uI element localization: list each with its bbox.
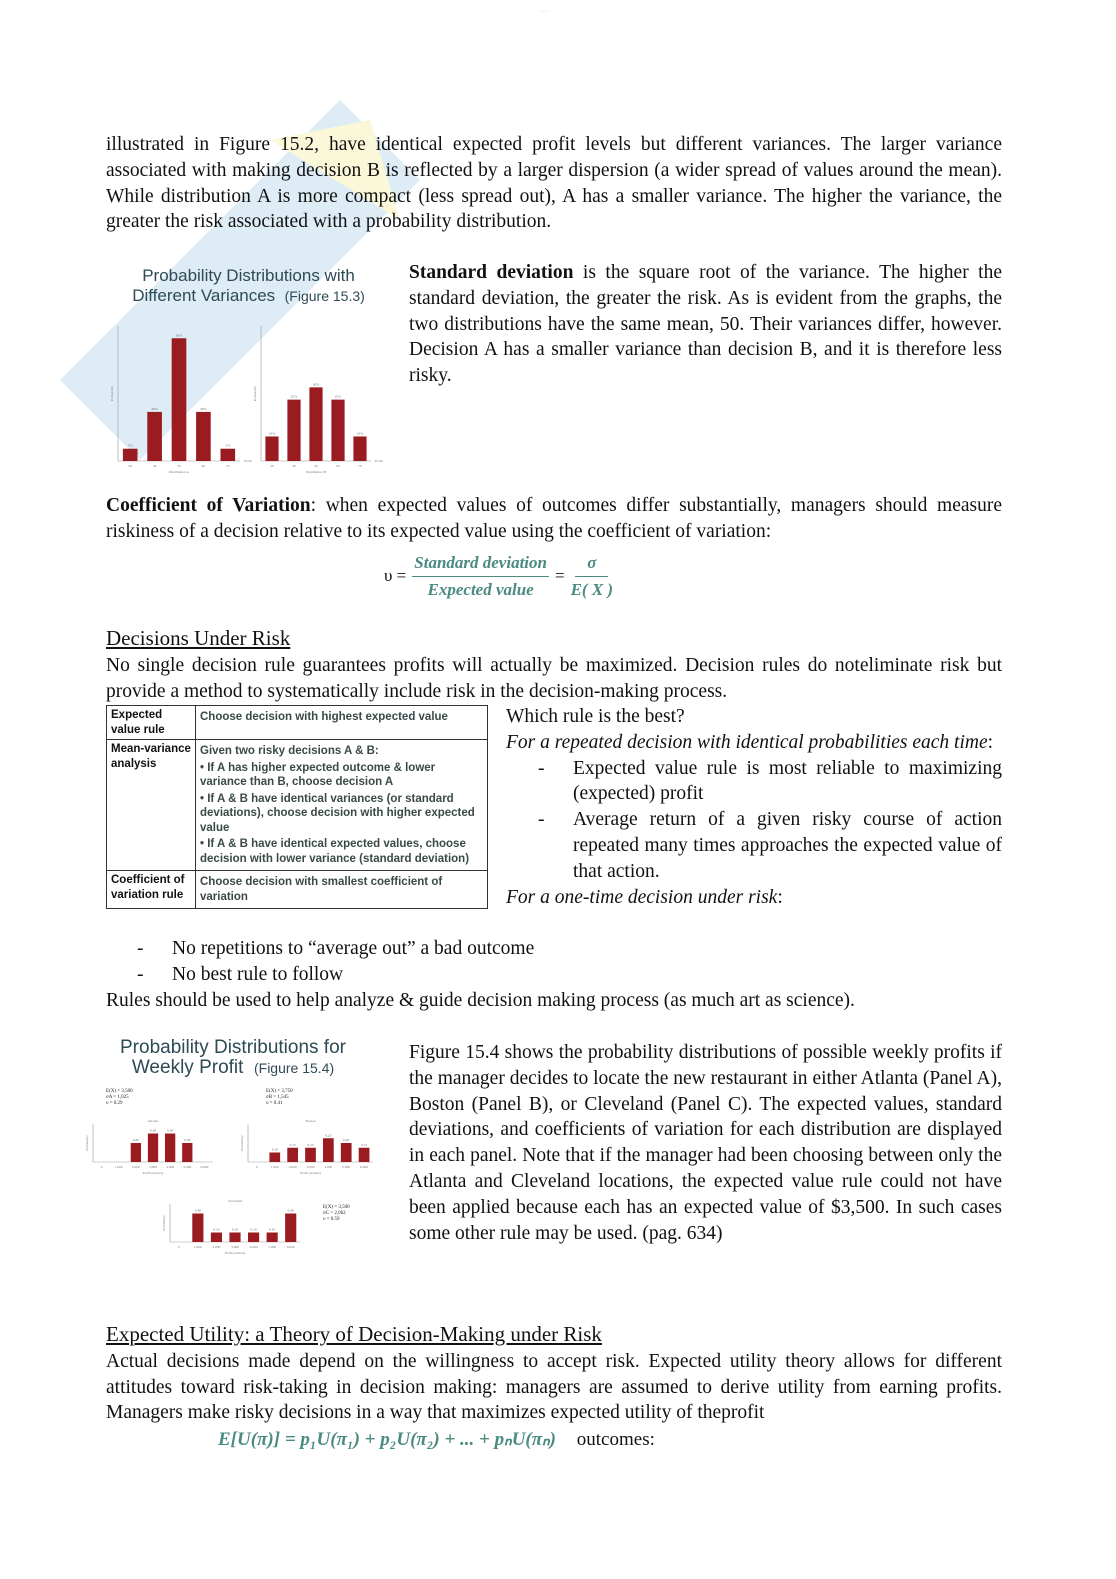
panel-stat: σA = 1,025 bbox=[106, 1095, 129, 1100]
paragraph-fig154: Figure 15.4 shows the probability distributions of possible weekly profits if the manager decides to locate the new restaurant in either Atlanta (Panel A), Boston (Panel B), or Cleveland (Panel C). The expected values, standard deviations, and coefficients of variation for each distribution are displayed in each panel. Note that if the manager had been choosing between only the Atlanta and Cleveland locations, the expected value rule could not have been applied because each has an expected value of $3,500. In such cases some other rule may be used. (pag. 634) bbox=[409, 1042, 1002, 1244]
rule-name: Expected value rule bbox=[107, 706, 196, 740]
bar bbox=[359, 1148, 370, 1162]
tick-label: 1,000 bbox=[193, 1245, 202, 1249]
tick-label: 60 bbox=[336, 464, 340, 468]
bar bbox=[148, 1134, 158, 1163]
tick-label: 3,000 bbox=[306, 1165, 315, 1169]
table-row bbox=[107, 740, 488, 871]
data-label: 5% bbox=[225, 443, 231, 448]
tick-label: 5,000 bbox=[268, 1245, 277, 1249]
formula-den: Expected value bbox=[427, 579, 534, 599]
panel-stat: E(X) = 3,500 bbox=[106, 1089, 133, 1094]
bar bbox=[131, 1143, 141, 1162]
heading-expected-utility: Expected Utility: a Theory of Decision-Making under Risk bbox=[106, 1322, 602, 1346]
tick-label: 0 bbox=[256, 1165, 258, 1169]
list-item-text: - Average return of a given risky course of action repeated many times approaches the expected value of that action. bbox=[573, 809, 1002, 882]
colon: : bbox=[987, 731, 994, 753]
tick-label: 70 bbox=[226, 464, 230, 468]
data-label: 10% bbox=[268, 431, 276, 436]
y-axis-label: Probability bbox=[110, 385, 114, 402]
heading-decisions-under-risk: Decisions Under Risk bbox=[106, 626, 291, 650]
bar bbox=[220, 449, 235, 461]
data-label: 0.20 bbox=[343, 1138, 350, 1142]
paragraph-std-dev bbox=[409, 260, 1002, 389]
bar bbox=[147, 412, 162, 461]
bar bbox=[248, 1233, 259, 1243]
tick-label: 1,000 bbox=[114, 1165, 123, 1169]
tick-label: 20 bbox=[128, 464, 132, 468]
data-label: 0.30 bbox=[287, 1208, 294, 1213]
rule-line: Choose decision with highest expected value bbox=[200, 711, 448, 723]
data-label: 0.25 bbox=[325, 1133, 332, 1138]
bar bbox=[323, 1138, 334, 1162]
bar bbox=[341, 1143, 352, 1162]
expected-utility-formula bbox=[218, 1427, 655, 1453]
bar bbox=[305, 1148, 316, 1162]
rules-sentence: Rules should be used to help analyze & guide decision making process (as much art as science). bbox=[106, 989, 855, 1011]
bar bbox=[182, 1143, 192, 1162]
figure-number: (Figure 15.4) bbox=[253, 1060, 335, 1076]
data-label: 20% bbox=[200, 406, 207, 411]
rule-name: Coefficient of variation rule bbox=[107, 871, 196, 909]
figure-title-2: Weekly Profit bbox=[131, 1057, 244, 1078]
data-label: 0.30 bbox=[149, 1128, 157, 1133]
eu-formula-tail: outcomes: bbox=[576, 1429, 655, 1450]
data-label: 0.10 bbox=[231, 1227, 239, 1232]
bar bbox=[229, 1233, 240, 1243]
bar bbox=[196, 412, 211, 461]
list-item bbox=[105, 936, 1002, 962]
one-time-decision bbox=[506, 885, 1002, 911]
data-label: 0.20 bbox=[184, 1138, 191, 1142]
paragraph-eu: Actual decisions made depend on the willingness to accept risk. Expected utility theory allows for different attitudes toward risk-taking in decision making: managers are assumed to derive utility from earning profits. Managers make risky decisions in a way that maximizes expected utility of theprofit bbox=[106, 1350, 1002, 1424]
paragraph-cv bbox=[106, 493, 1002, 545]
repeated-decision bbox=[506, 730, 1002, 756]
x-axis-label: Distribution B bbox=[305, 470, 327, 474]
x-axis-label: Profit (dollars) bbox=[300, 1171, 321, 1175]
tick-label: 6,000 bbox=[286, 1245, 295, 1249]
rule-description bbox=[196, 706, 488, 740]
data-label: 0.10 bbox=[213, 1227, 220, 1232]
panel-stat: E(X) = 3,750 bbox=[266, 1089, 293, 1094]
bar bbox=[353, 436, 366, 461]
list-item bbox=[105, 962, 1002, 988]
tick-label: 1,000 bbox=[270, 1165, 279, 1169]
data-label: 5% bbox=[127, 443, 133, 448]
tick-label: 0 bbox=[178, 1245, 181, 1249]
eu-formula: E[U(π)] = p₁U(π₁) + p₂U(π₂) + ... + pₙU(πₙ) bbox=[218, 1429, 557, 1450]
data-label: 25% bbox=[334, 394, 342, 399]
tick-label: 2,000 bbox=[212, 1245, 221, 1249]
x-axis-label: Profit (dollars) bbox=[224, 1251, 246, 1255]
one-time-label: For a one-time decision under risk bbox=[506, 886, 778, 908]
bar bbox=[287, 400, 300, 461]
formula-lhs: υ = bbox=[384, 566, 407, 586]
data-label: 0.30 bbox=[194, 1208, 201, 1213]
panel-title: Atlanta bbox=[147, 1119, 159, 1123]
cv-text: : when expected values of outcomes differ substantially, managers should measure riskiness of a decision relative to its expected value using the coefficient of variation: bbox=[106, 495, 1002, 542]
panel-stat: E(X) = 3,500 bbox=[323, 1205, 350, 1210]
panel-stat: σB = 1,545 bbox=[266, 1095, 289, 1100]
figure-title: Probability Distributions for bbox=[120, 1037, 346, 1058]
rule-description bbox=[196, 740, 488, 871]
tick-label: 6,000 bbox=[200, 1165, 209, 1169]
axis-end-label: Profit bbox=[244, 459, 252, 463]
table-row bbox=[107, 871, 488, 909]
data-label: 0.10 bbox=[269, 1227, 276, 1232]
bar bbox=[267, 1233, 278, 1243]
list-item bbox=[506, 807, 1002, 884]
tick-label: 50 bbox=[177, 464, 181, 468]
formula-ex: E( X ) bbox=[570, 579, 614, 599]
y-axis-label: Probability bbox=[240, 1135, 244, 1151]
list-item-text: No best rule to follow bbox=[172, 963, 344, 985]
list-item-text: - Expected value rule is most reliable to maximizing (expected) profit bbox=[573, 757, 1002, 805]
data-label: 30% bbox=[312, 382, 320, 387]
figure-15-4 bbox=[78, 1038, 388, 1278]
bar bbox=[285, 1214, 296, 1243]
data-label: 0.15 bbox=[289, 1142, 296, 1147]
panel-stat: υ = 0.41 bbox=[266, 1101, 283, 1106]
tick-label: 40 bbox=[152, 464, 157, 468]
bar bbox=[165, 1134, 175, 1163]
std-dev-text: is the square root of the variance. The higher the standard deviation, the greater the risk. As is evident from the graphs, the two distributions have the same mean, 50. Their variances differ, however. Decision A has a smaller variance than decision B, and it is therefore less risky. bbox=[409, 262, 1002, 387]
data-label: 0.10 bbox=[250, 1227, 257, 1232]
tick-label: 6,000 bbox=[360, 1165, 369, 1169]
tick-label: 0 bbox=[100, 1165, 103, 1169]
bar bbox=[309, 387, 322, 461]
panel-stat: υ = 0.59 bbox=[323, 1217, 340, 1222]
panel-stat: υ = 0.29 bbox=[106, 1101, 123, 1106]
rule-line: • If A & B have identical variances (or standard deviations), choose decision with higher expected value bbox=[200, 792, 475, 834]
decision-rules-table bbox=[106, 705, 488, 909]
y-axis-label: Probability bbox=[253, 385, 257, 402]
tick-label: 4,000 bbox=[324, 1165, 333, 1169]
tick-label: 50 bbox=[314, 464, 318, 468]
panel-stat: σC = 2,062 bbox=[323, 1211, 346, 1216]
data-label: 50% bbox=[175, 333, 183, 338]
bar bbox=[331, 400, 344, 461]
tick-label: 70 bbox=[358, 464, 362, 468]
tick-label: 4,000 bbox=[166, 1165, 175, 1169]
rule-line: Given two risky decisions A & B: bbox=[200, 745, 379, 757]
bar bbox=[172, 338, 187, 461]
x-axis-label: Profit (dollars) bbox=[142, 1171, 164, 1175]
bar bbox=[269, 1153, 280, 1163]
tick-label: 5,000 bbox=[183, 1165, 192, 1169]
rule-line: Choose decision with smallest coefficient of variation bbox=[200, 876, 443, 903]
y-axis-label: Probability bbox=[85, 1135, 89, 1151]
cv-formula bbox=[384, 550, 613, 603]
data-label: 0.30 bbox=[167, 1128, 174, 1133]
term-cv: Coefficient of Variation bbox=[106, 495, 311, 516]
bar bbox=[211, 1233, 222, 1243]
data-label: 0.20 bbox=[132, 1138, 139, 1142]
data-label: 10% bbox=[356, 431, 364, 436]
data-label: 25% bbox=[290, 394, 298, 399]
rule-name: Mean-variance analysis bbox=[107, 740, 196, 871]
bar bbox=[265, 436, 278, 461]
rule-line: • If A has higher expected outcome & lower variance than B, choose decision A bbox=[200, 761, 436, 788]
term-std-dev: Standard deviation bbox=[409, 262, 574, 283]
bar bbox=[123, 449, 138, 461]
bar bbox=[287, 1148, 298, 1162]
paragraph-variance: illustrated in Figure 15.2, have identical expected profit levels but different variances. The larger variance associated with making decision B is reflected by a larger dispersion (a wider spread of values around the mean). While distribution A is more compact (less spread out), A has a smaller variance. The higher the variance, the greater the risk associated with a probability distribution. bbox=[106, 134, 1002, 233]
page-header-mark: ····· bbox=[540, 9, 550, 15]
tick-label: 2,000 bbox=[288, 1165, 297, 1169]
table-row bbox=[107, 706, 488, 740]
axis-end-label: Profit bbox=[375, 459, 383, 463]
repeated-label: For a repeated decision with identical probabilities each time bbox=[506, 731, 988, 753]
panel-title: Boston bbox=[305, 1119, 316, 1123]
tick-label: 60 bbox=[201, 464, 206, 468]
figure-number: (Figure 15.3) bbox=[284, 288, 365, 304]
x-axis-label: Distribution A bbox=[168, 470, 190, 474]
y-axis-label: Probability bbox=[162, 1215, 166, 1231]
tick-label: 20 bbox=[270, 464, 274, 468]
formula-num: Standard deviation bbox=[412, 550, 549, 577]
formula-sigma: σ bbox=[575, 550, 608, 577]
data-label: 0.15 bbox=[361, 1142, 368, 1147]
rule-description bbox=[196, 871, 488, 909]
tick-label: 5,000 bbox=[342, 1165, 351, 1169]
formula-eq: = bbox=[554, 566, 565, 586]
data-label: 0.15 bbox=[307, 1142, 314, 1147]
panel-title: Cleveland bbox=[227, 1199, 243, 1203]
tick-label: 4,000 bbox=[249, 1245, 258, 1249]
colon: : bbox=[777, 886, 783, 908]
tick-label: 3,000 bbox=[231, 1245, 239, 1249]
tick-label: 3,000 bbox=[149, 1165, 157, 1169]
figure-15-3 bbox=[106, 266, 391, 476]
best-rule-question: Which rule is the best? bbox=[506, 706, 685, 727]
tick-label: 2,000 bbox=[131, 1165, 140, 1169]
data-label: 20% bbox=[151, 406, 158, 411]
list-item bbox=[506, 756, 1002, 808]
rule-line: • If A & B have identical expected values, choose decision with lower variance (standard deviation) bbox=[200, 838, 470, 865]
figure-title: Probability Distributions with bbox=[142, 266, 355, 285]
data-label: 0.10 bbox=[271, 1147, 278, 1152]
bar bbox=[192, 1214, 203, 1243]
list-item-text: No repetitions to “average out” a bad outcome bbox=[172, 938, 535, 959]
tick-label: 40 bbox=[292, 464, 296, 468]
figure-title-2: Different Variances bbox=[132, 286, 276, 305]
paragraph-dur: No single decision rule guarantees profits will actually be maximized. Decision rules do noteliminate risk but provide a method to systematically include risk in the decision-making process. bbox=[106, 654, 1002, 702]
